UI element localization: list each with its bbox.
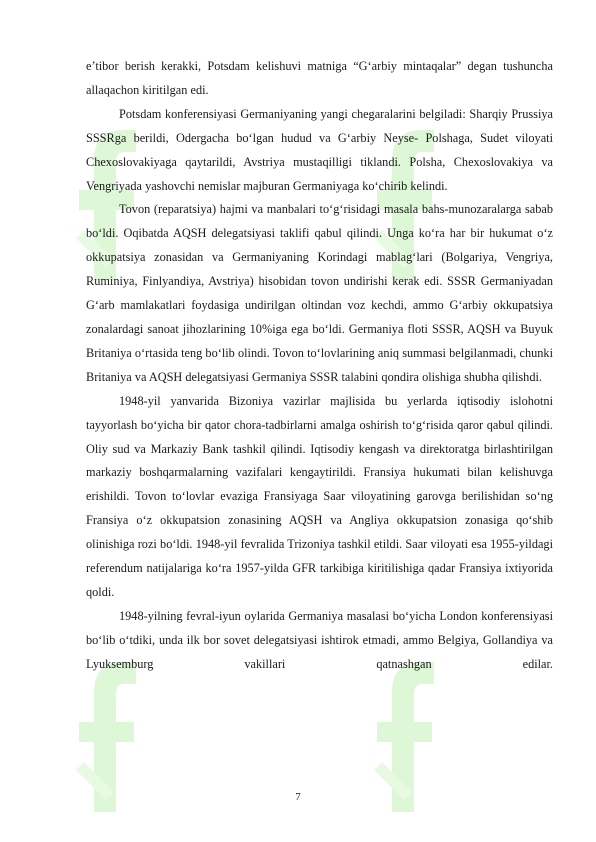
paragraph: Potsdam konferensiyasi Germaniyaning yangi chegaralarini belgiladi: Sharqiy Prussiya SSSRga berildi, Odergacha bo‘lgan hudud va G‘arbiy Neyse- Polshaga, Sudet viloyati Chexoslovakiyaga qaytarildi, Avstriya mustaqilligi tiklandi. Polsha, Chexoslovakiya va Vengriyada yashovchi nemislar majburan Germaniyaga ko‘chirib kelindi. bbox=[86, 106, 553, 193]
paragraph: Tovon (reparatsiya) hajmi va manbalari to‘g‘risidagi masala bahs-munozaralarga sabab bo‘ldi. Oqibatda AQSH delegatsiyasi taklifi qabul qilindi. Unga ko‘ra har bir hukumat o‘z okkupatsiya zonasidan va Germaniyaning Korindagi mablag‘lari (Bolgariya, Vengriya, Ruminiya, Finlyandiya, Avstriya) hisobidan tovon undirishi kerak edi. SSSR Germaniyadan G‘arb mamlakatlari foydasiga undirilgan oltindan voz kechdi, ammo G‘arbiy okkupatsiya zonalardagi sanoat jihozlarining 10%iga ega bo‘ldi. Germaniya floti SSSR, AQSH va Buyuk Britaniya o‘rtasida teng bo‘lib olindi. Tovon to‘lovlarining aniq summasi belgilanmadi, chunki Britaniya va AQSH delegatsiyasi Germaniya SSSR talabini qondira olishiga shubha qilishdi. bbox=[86, 202, 553, 384]
body-text bbox=[86, 55, 553, 677]
page-number: 7 bbox=[295, 791, 301, 803]
paragraph: e’tibor berish kerakki, Potsdam kelishuvi matniga “G‘arbiy mintaqalar” degan tushuncha allaqachon kiritilgan edi. bbox=[86, 59, 553, 97]
paragraph: 1948-yilning fevral-iyun oylarida Germaniya masalasi bo‘yicha London konferensiyasi bo‘lib o‘tdiki, unda ilk bor sovet delegatsiyasi ishtirok etmadi, ammo Belgiya, Gollandiya va Lyuksemburg vakillari qatnashgan edilar. bbox=[86, 608, 553, 671]
paragraph: 1948-yil yanvarida Bizoniya vazirlar majlisida bu yerlarda iqtisodiy islohotni tayyorlash bo‘yicha bir qator chora-tadbirlarni amalga oshirish to‘g‘risida qaror qabul qilindi. Oliy sud va Markaziy Bank tashkil qilindi. Iqtisodiy kengash va direktoratga birlashtirilgan markaziy boshqarmalarning vazifalari kengaytirildi. Fransiya hukumati bilan kelishuvga erishildi. Tovon to‘lovlar evaziga Fransiyaga Saar viloyatining garovga berilishidan so‘ng Fransiya o‘z okkupatsion zonasining AQSH va Angliya okkupatsion zonasiga qo‘shib olinishiga rozi bo‘ldi. 1948-yil fevralida Trizoniya tashkil etildi. Saar viloyati esa 1955-yildagi referendum natijalariga ko‘ra 1957-yilda GFR tarkibiga kiritilishiga qadar Fransiya ixtiyorida qoldi. bbox=[86, 393, 553, 599]
